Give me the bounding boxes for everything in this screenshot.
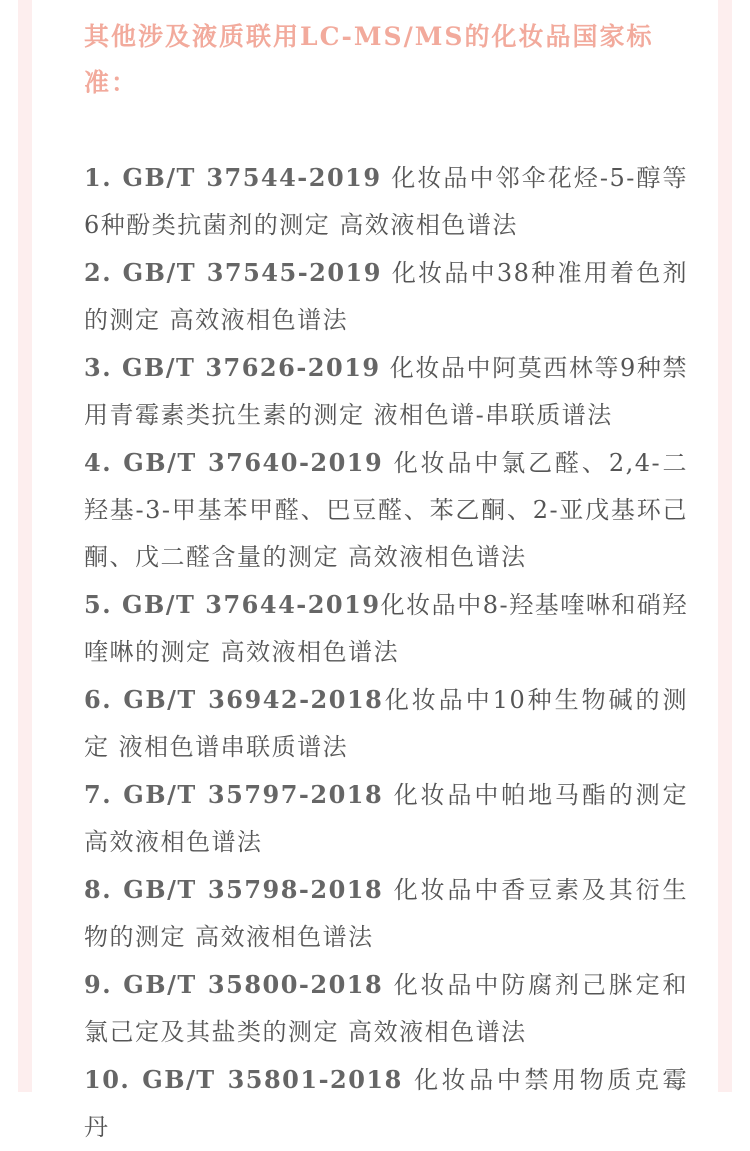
section-heading: 其他涉及液质联用LC-MS/MS的化妆品国家标准： [84,22,654,97]
standard-title: 化妆品中香豆素及其衍生物的测定 高效液相色谱法 [84,876,688,951]
standard-title: 化妆品中氯乙醛、2,4-二羟基-3-甲基苯甲醛、巴豆醛、苯乙酮、2-亚戊基环己酮、戊二醛含量的测定 高效液相色谱法 [84,449,688,571]
standard-code: 9. GB/T 35800-2018 [84,970,384,999]
list-item [84,676,688,771]
page-frame-left [18,0,32,1092]
standard-title: 化妆品中10种生物碱的测定 液相色谱串联质谱法 [84,686,688,761]
standard-title: 化妆品中帕地马酯的测定 高效液相色谱法 [84,781,688,856]
list-item [84,961,688,1056]
standard-title: 化妆品中防腐剂己脒定和氯己定及其盐类的测定 高效液相色谱法 [84,971,688,1046]
standard-code: 4. GB/T 37640-2019 [84,448,384,477]
list-item [84,249,688,344]
standard-code: 6. GB/T 36942-2018 [84,685,384,714]
standard-title: 化妆品中邻伞花烃-5-醇等6种酚类抗菌剂的测定 高效液相色谱法 [84,164,688,239]
list-item [84,771,688,866]
standard-title: 化妆品中8-羟基喹啉和硝羟喹啉的测定 高效液相色谱法 [84,591,688,666]
list-item [84,581,688,676]
standard-title: 化妆品中38种准用着色剂的测定 高效液相色谱法 [84,259,688,334]
standards-list [84,154,688,1151]
standard-code: 3. GB/T 37626-2019 [84,353,381,382]
list-item [84,1056,688,1151]
standard-code: 2. GB/T 37545-2019 [84,258,382,287]
standard-code: 8. GB/T 35798-2018 [84,875,384,904]
list-item [84,439,688,581]
standard-title: 化妆品中阿莫西林等9种禁用青霉素类抗生素的测定 液相色谱-串联质谱法 [84,354,688,429]
standard-title: 化妆品中禁用物质克霉丹 [84,1066,689,1141]
list-item [84,154,688,249]
standard-code: 10. GB/T 35801-2018 [84,1065,403,1094]
list-item [84,866,688,961]
list-item [84,344,688,439]
standard-code: 7. GB/T 35797-2018 [84,780,384,809]
article-body [84,14,688,1151]
standard-code: 1. GB/T 37544-2019 [84,163,382,192]
standard-code: 5. GB/T 37644-2019 [84,590,381,619]
page-frame-right [718,0,732,1092]
